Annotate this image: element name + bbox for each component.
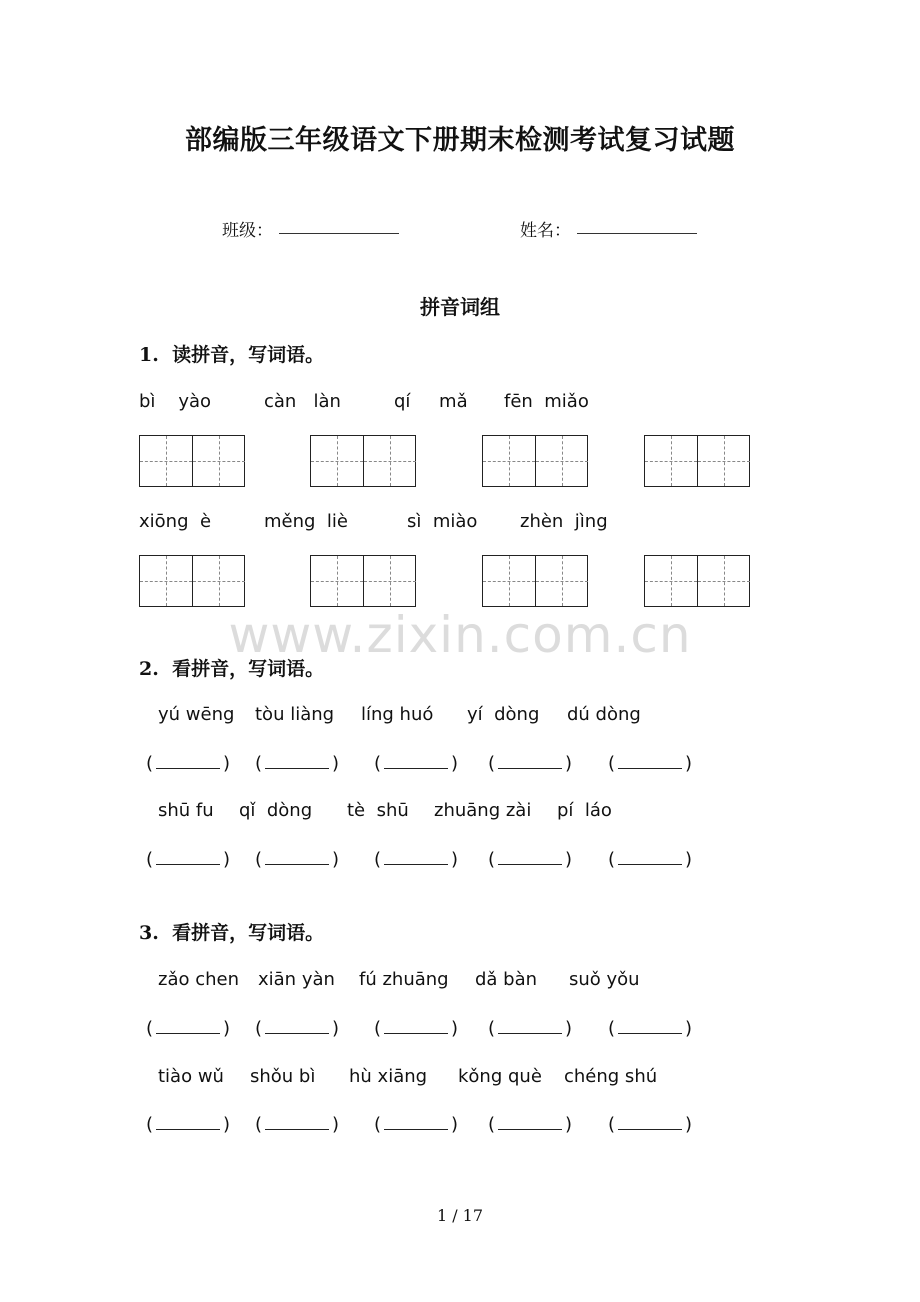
section-heading: 拼音词组: [420, 295, 500, 319]
answer-blank[interactable]: ( ): [608, 753, 693, 774]
pinyin-item: tiào wǔ: [158, 1066, 224, 1087]
pinyin-item: yú wēng: [158, 704, 235, 725]
pinyin-item: tè shū: [347, 800, 409, 821]
writing-grid[interactable]: [482, 555, 588, 607]
pinyin-item: càn làn: [264, 391, 341, 412]
writing-grid[interactable]: [644, 555, 750, 607]
writing-grid[interactable]: [139, 555, 245, 607]
answer-blank[interactable]: ( ): [608, 1114, 693, 1135]
answer-blank[interactable]: ( ): [146, 1114, 231, 1135]
writing-grid[interactable]: [310, 555, 416, 607]
pinyin-item: kǒng què: [458, 1066, 542, 1087]
answer-blank[interactable]: ( ): [488, 1114, 573, 1135]
answer-blank[interactable]: ( ): [488, 753, 573, 774]
pinyin-item: zǎo chen: [158, 969, 239, 990]
answer-blank[interactable]: ( ): [608, 1018, 693, 1039]
answer-blank[interactable]: ( ): [488, 849, 573, 870]
pinyin-item: suǒ yǒu: [569, 969, 640, 990]
pinyin-item: dǎ bàn: [475, 969, 538, 990]
pinyin-item: líng huó: [361, 704, 434, 725]
pinyin-item: shū fu: [158, 800, 214, 821]
question-2-title: 2. 看拼音，写词语。: [139, 658, 325, 680]
pinyin-item: xiōng è: [139, 511, 212, 532]
writing-grid[interactable]: [310, 435, 416, 487]
document-title: 部编版三年级语文下册期末检测考试复习试题: [185, 125, 735, 156]
pinyin-item: chéng shú: [564, 1066, 658, 1087]
pinyin-item: qǐ dòng: [239, 800, 313, 821]
answer-blank[interactable]: ( ): [255, 849, 340, 870]
pinyin-item: tòu liàng: [255, 704, 335, 725]
answer-blank[interactable]: ( ): [255, 1018, 340, 1039]
class-field[interactable]: [279, 233, 399, 234]
answer-blank[interactable]: ( ): [374, 849, 459, 870]
question-3-title: 3. 看拼音，写词语。: [139, 922, 325, 944]
pinyin-item: dú dòng: [567, 704, 641, 725]
question-1-title: 1. 读拼音，写词语。: [139, 344, 325, 366]
pinyin-item: sì miào: [407, 511, 478, 532]
pinyin-item: fú zhuāng: [359, 969, 449, 990]
page-number: 1 / 17: [436, 1206, 484, 1225]
pinyin-item: pí láo: [557, 800, 612, 821]
pinyin-item: zhuāng zài: [434, 800, 532, 821]
answer-blank[interactable]: ( ): [255, 753, 340, 774]
name-field[interactable]: [577, 233, 697, 234]
answer-blank[interactable]: ( ): [374, 753, 459, 774]
pinyin-item: zhèn jìng: [520, 511, 608, 532]
pinyin-item: xiān yàn: [258, 969, 335, 990]
answer-blank[interactable]: ( ): [608, 849, 693, 870]
pinyin-item: měng liè: [264, 511, 348, 532]
answer-blank[interactable]: ( ): [146, 1018, 231, 1039]
pinyin-item: fēn miǎo: [504, 391, 589, 412]
answer-blank[interactable]: ( ): [146, 849, 231, 870]
pinyin-item: bì yào: [139, 391, 212, 412]
answer-blank[interactable]: ( ): [374, 1018, 459, 1039]
answer-blank[interactable]: ( ): [146, 753, 231, 774]
pinyin-item: hù xiāng: [349, 1066, 428, 1087]
answer-blank[interactable]: ( ): [374, 1114, 459, 1135]
pinyin-item: yí dòng: [467, 704, 540, 725]
pinyin-item: qí mǎ: [394, 391, 468, 412]
watermark: www.zixin.com.cn: [228, 606, 692, 664]
writing-grid[interactable]: [644, 435, 750, 487]
pinyin-item: shǒu bì: [250, 1066, 316, 1087]
name-label: 姓名：: [520, 221, 571, 241]
writing-grid[interactable]: [139, 435, 245, 487]
answer-blank[interactable]: ( ): [255, 1114, 340, 1135]
writing-grid[interactable]: [482, 435, 588, 487]
answer-blank[interactable]: ( ): [488, 1018, 573, 1039]
class-label: 班级：: [222, 221, 273, 241]
